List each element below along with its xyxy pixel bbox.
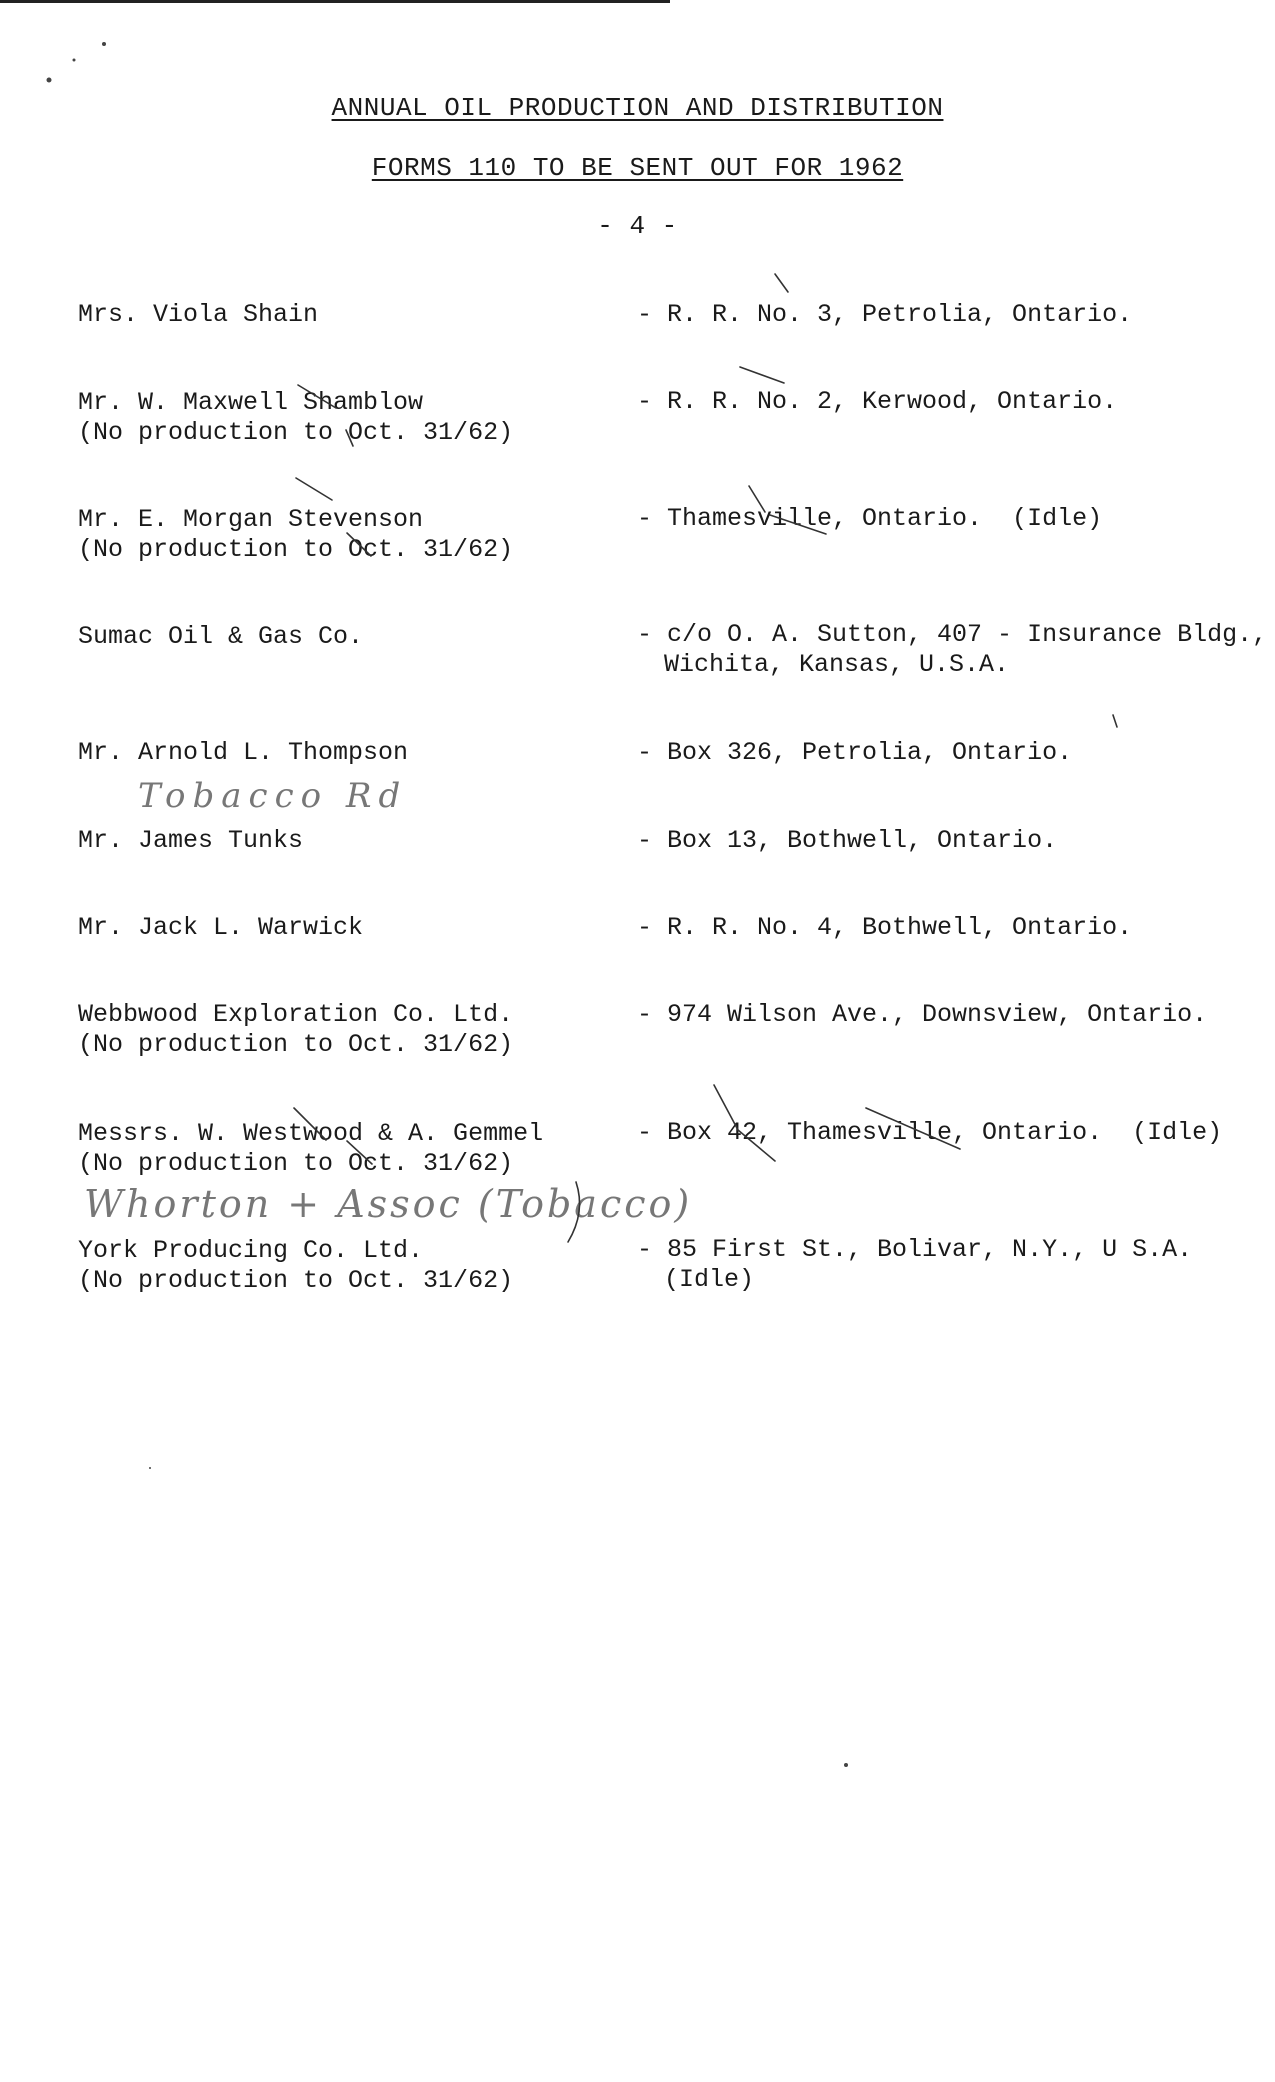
- tick-mark: [298, 385, 336, 408]
- entry-address: - 974 Wilson Ave., Downsview, Ontario.: [637, 1000, 1208, 1029]
- tick-mark: [738, 1130, 775, 1161]
- entry-name: Mr. Jack L. Warwick: [78, 913, 364, 942]
- entry-address: - Thamesville, Ontario. (Idle): [637, 504, 1103, 533]
- entry-address: - c/o O. A. Sutton, 407 - Insurance Bldg.,: [637, 620, 1268, 649]
- document-title: ANNUAL OIL PRODUCTION AND DISTRIBUTION: [331, 93, 944, 123]
- tick-mark: [568, 1182, 580, 1242]
- entry-note: (No production to Oct. 31/62): [78, 535, 514, 564]
- entry-name: Mr. James Tunks: [78, 826, 304, 855]
- entry-name: Webbwood Exploration Co. Ltd.: [78, 1000, 514, 1029]
- entry-address: - R. R. No. 4, Bothwell, Ontario.: [637, 913, 1133, 942]
- tick-mark: [866, 1108, 960, 1149]
- entry-note: (No production to Oct. 31/62): [78, 1149, 514, 1178]
- tick-mark: [749, 486, 765, 512]
- tick-mark: [294, 1108, 326, 1140]
- entry-address: - R. R. No. 2, Kerwood, Ontario.: [637, 387, 1118, 416]
- entry-name: Mr. Arnold L. Thompson: [78, 738, 409, 767]
- handwritten-note-tobacco-rd: Tobacco Rd: [138, 776, 408, 816]
- tick-mark: [347, 1141, 372, 1164]
- entry-name: Mrs. Viola Shain: [78, 300, 319, 329]
- entry-name: Sumac Oil & Gas Co.: [78, 622, 364, 651]
- entry-address: - R. R. No. 3, Petrolia, Ontario.: [637, 300, 1133, 329]
- entry-address-line2: (Idle): [664, 1265, 755, 1294]
- entry-name: Mr. E. Morgan Stevenson: [78, 505, 424, 534]
- entry-note: (No production to Oct. 31/62): [78, 418, 514, 447]
- tick-mark: [770, 515, 826, 534]
- page-number: - 4 -: [597, 211, 678, 241]
- entry-address: - Box 326, Petrolia, Ontario.: [637, 738, 1073, 767]
- handwritten-note-whorton-assoc: Whorton + Assoc (Tobacco): [84, 1182, 693, 1226]
- entry-note: (No production to Oct. 31/62): [78, 1030, 514, 1059]
- entry-name: York Producing Co. Ltd.: [78, 1236, 424, 1265]
- entry-address: - Box 42, Thamesville, Ontario. (Idle): [637, 1118, 1223, 1147]
- tick-mark: [296, 478, 332, 500]
- entry-name: Mr. W. Maxwell Shamblow: [78, 388, 424, 417]
- entry-address-line2: Wichita, Kansas, U.S.A.: [664, 650, 1010, 679]
- tick-mark: [1113, 715, 1117, 727]
- entry-note: (No production to Oct. 31/62): [78, 1266, 514, 1295]
- entry-address: - 85 First St., Bolivar, N.Y., U S.A.: [637, 1235, 1193, 1264]
- tick-mark: [714, 1085, 738, 1130]
- entry-name: Messrs. W. Westwood & A. Gemmel: [78, 1119, 544, 1148]
- tick-mark: [775, 274, 788, 292]
- tick-mark: [346, 430, 353, 446]
- tick-mark: [740, 367, 784, 383]
- document-subtitle: FORMS 110 TO BE SENT OUT FOR 1962: [371, 153, 904, 183]
- entry-address: - Box 13, Bothwell, Ontario.: [637, 826, 1058, 855]
- tick-mark: [347, 533, 371, 556]
